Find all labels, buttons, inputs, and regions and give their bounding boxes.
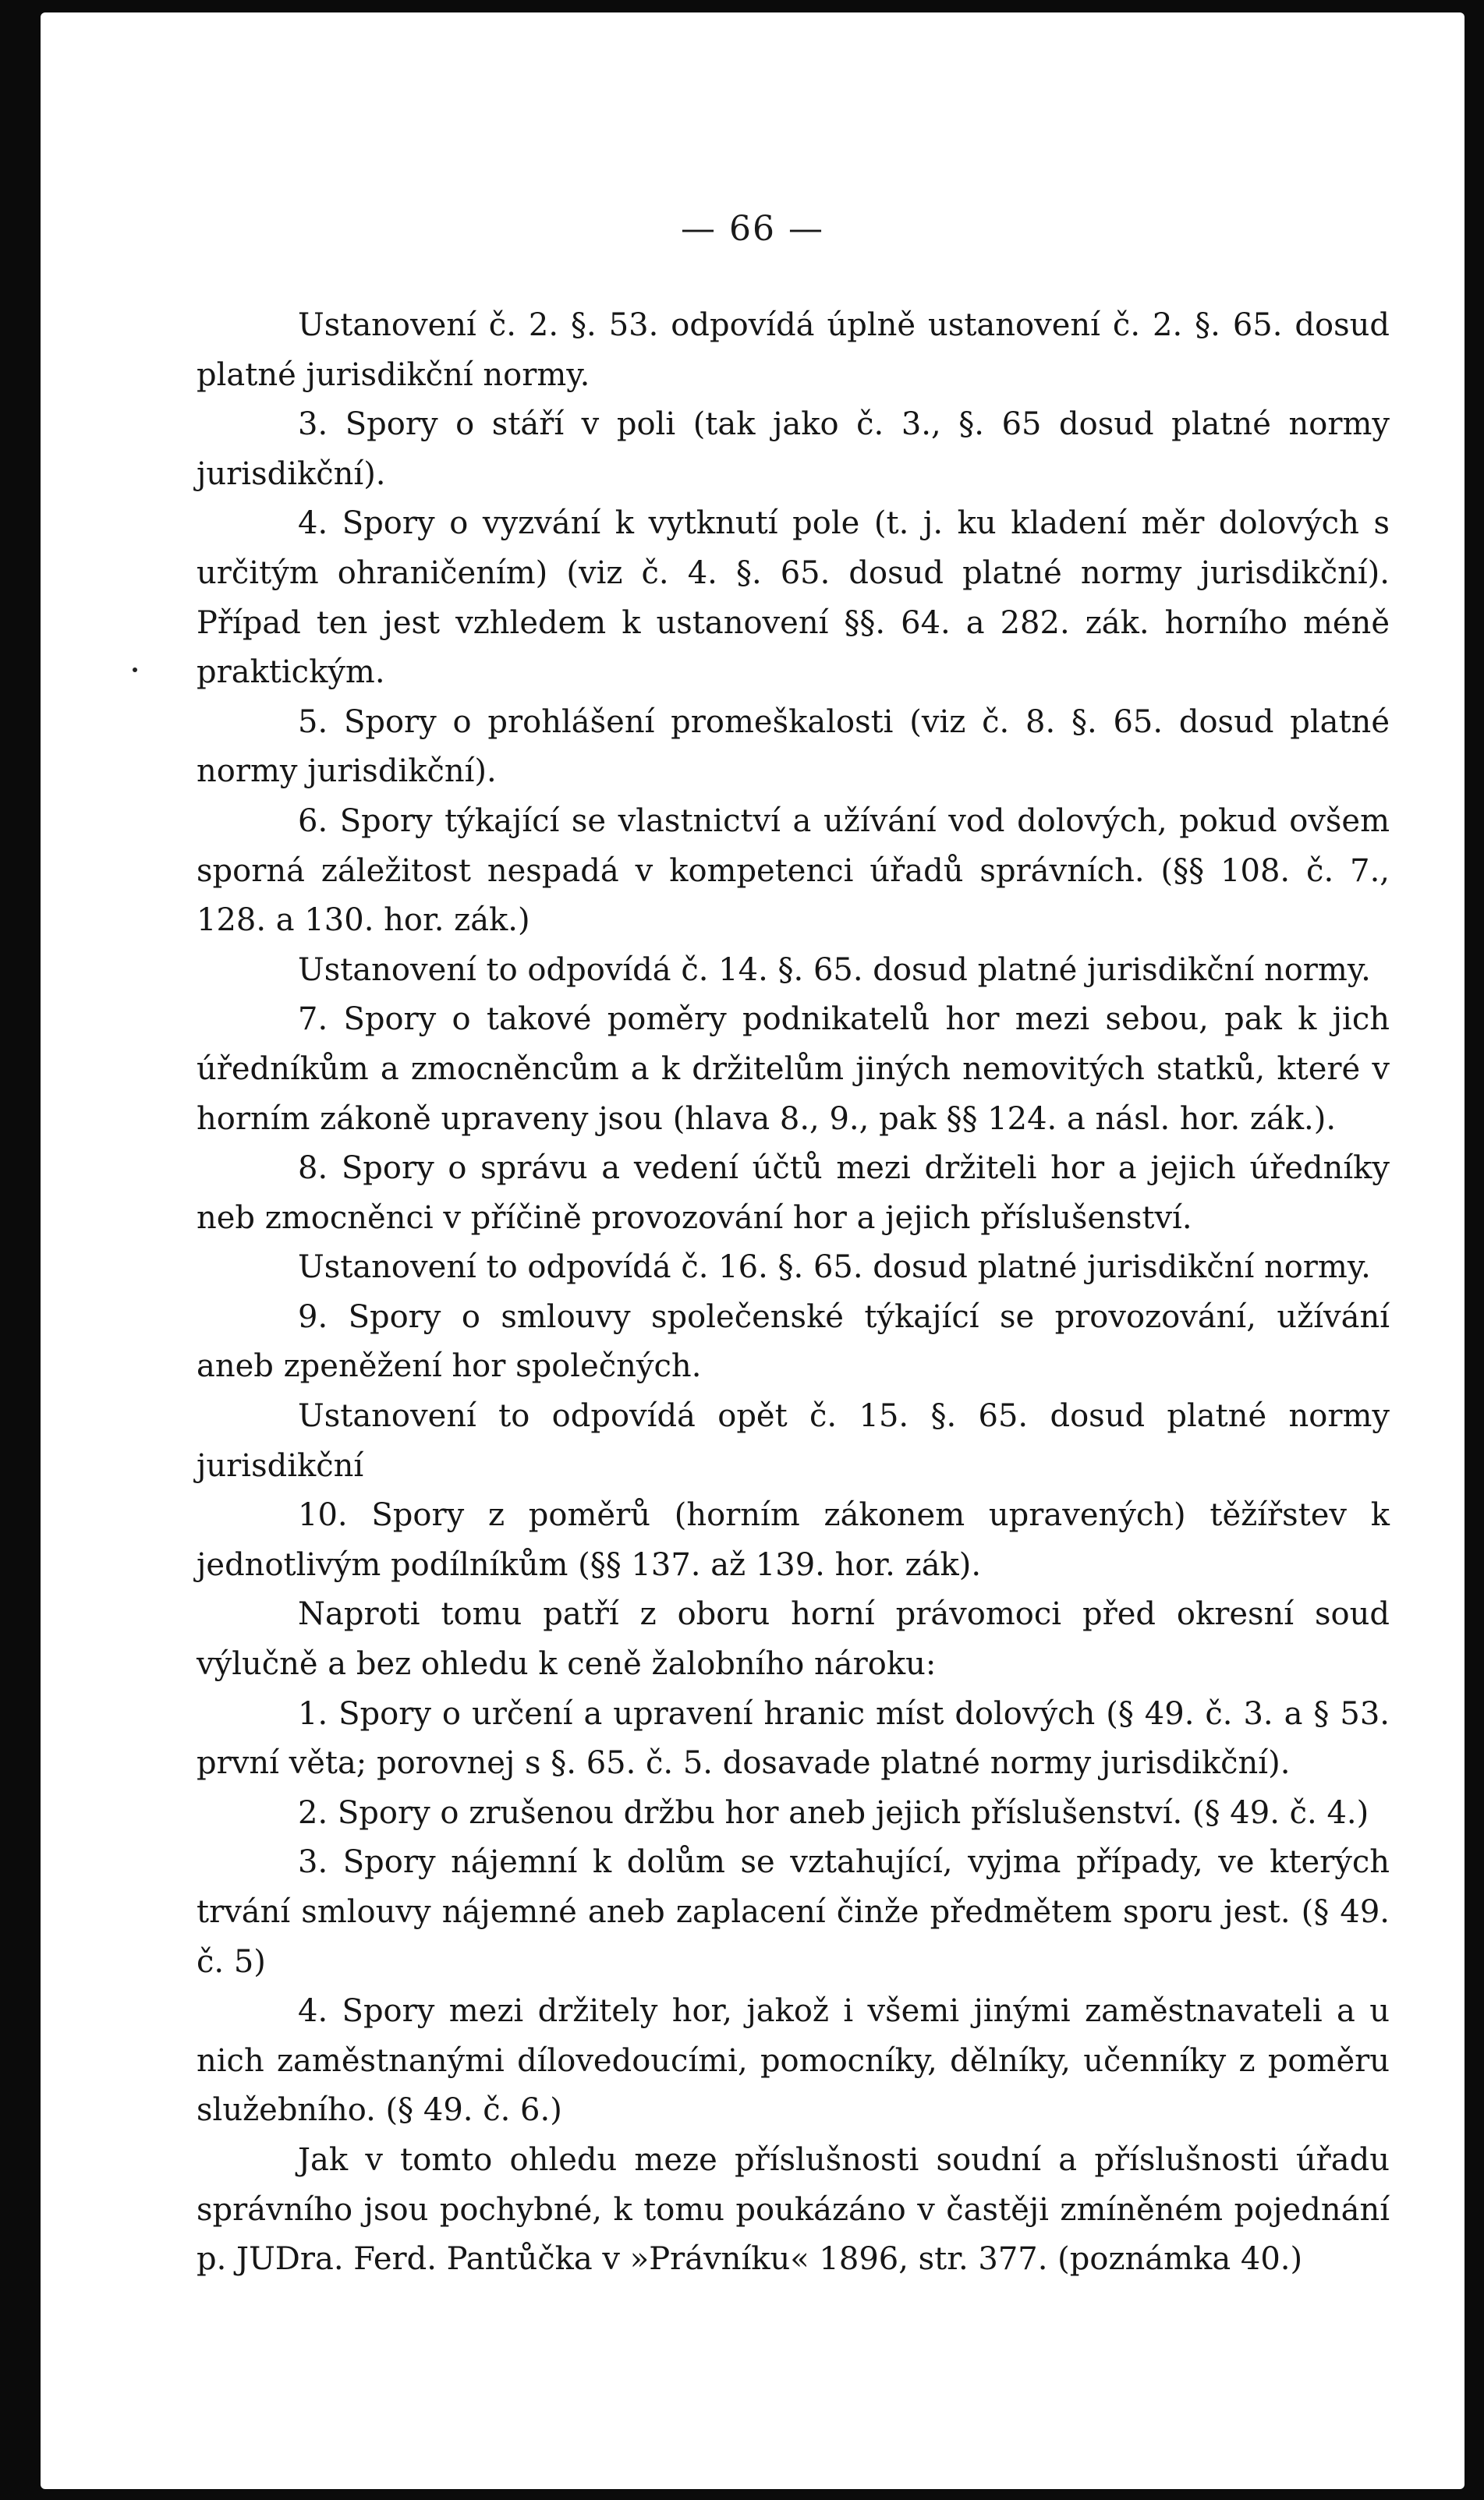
paragraph-7: 7. Spory o takové poměry podnikatelů hor mezi sebou, pak k jich úředníkům a zmocněncům a k držitelům jiných nemovitých statků, které v horním zákoně upraveny jsou (hlava 8., 9., pak §§ 124. a násl. hor. zák.). xyxy=(197,1001,1390,1137)
paragraph-11: Ustanovení to odpovídá opět č. 15. §. 65. dosud platné normy jurisdikční xyxy=(197,1398,1390,1484)
body-text xyxy=(197,301,1390,2285)
book-page xyxy=(41,12,1465,2489)
paragraph-14: 1. Spory o určení a upravení hranic míst dolových (§ 49. č. 3. a § 53. první věta; porovnej s §. 65. č. 5. dosavade platné normy jurisdikční). xyxy=(197,1695,1390,1782)
paragraph-8: 8. Spory o správu a vedení účtů mezi držiteli hor a jejich úředníky neb zmocněnci v příčině provozování hor a jejich příslušenství. xyxy=(197,1150,1390,1236)
paragraph-6: Ustanovení to odpovídá č. 14. §. 65. dosud platné jurisdikční normy. xyxy=(298,951,1371,988)
paragraph-2: 3. Spory o stáří v poli (tak jako č. 3., §. 65 dosud platné normy jurisdikční). xyxy=(197,406,1390,492)
paragraph-5: 6. Spory týkající se vlastnictví a užívání vod dolových, pokud ovšem sporná záležitost nespadá v kompetenci úřadů správních. (§§ 108. č. 7., 128. a 130. hor. zák.) xyxy=(197,802,1390,939)
paragraph-18: Jak v tomto ohledu meze příslušnosti soudní a příslušnosti úřadu správního jsou pochybné, k tomu poukázáno v častěji zmíněném pojednání p. JUDra. Ferd. Pantůčka v »Právníku« 1896, str. 377. (poznámka 40.) xyxy=(197,2141,1390,2278)
paragraph-17: 4. Spory mezi držitely hor, jakož i všemi jinými zaměstnavateli a u nich zaměstnanými dílovedoucími, pomocníky, dělníky, učenníky z poměru služebního. (§ 49. č. 6.) xyxy=(197,1993,1390,2129)
paragraph-15: 2. Spory o zrušenou držbu hor aneb jejich příslušenství. (§ 49. č. 4.) xyxy=(298,1794,1369,1831)
paragraph-4: 5. Spory o prohlášení promeškalosti (viz č. 8. §. 65. dosud platné normy jurisdikční). xyxy=(197,703,1390,790)
paragraph-16: 3. Spory nájemní k dolům se vztahující, vyjma případy, ve kterých trvání smlouvy nájemné aneb zaplacení činže předmětem sporu jest. (§ 49. č. 5) xyxy=(197,1844,1390,1980)
paragraph-13: Naproti tomu patří z oboru horní právomoci před okresní soud výlučně a bez ohledu k ceně žalobního nároku: xyxy=(197,1596,1390,1683)
paragraph-9: Ustanovení to odpovídá č. 16. §. 65. dosud platné jurisdikční normy. xyxy=(298,1249,1371,1286)
scan-speck xyxy=(133,667,137,672)
paragraph-1: Ustanovení č. 2. §. 53. odpovídá úplně ustanovení č. 2. §. 65. dosud platné jurisdikční normy. xyxy=(197,307,1390,393)
paragraph-3: 4. Spory o vyzvání k vytknutí pole (t. j. ku kladení měr dolových s určitým ohraničením) (viz č. 4. §. 65. dosud platné normy jurisdikční). Případ ten jest vzhledem k ustanovení §§. 64. a 282. zák. horního méně praktickým. xyxy=(197,505,1390,691)
page-number: — 66 — xyxy=(681,209,824,249)
paragraph-10: 9. Spory o smlouvy společenské týkající se provozování, užívání aneb zpeněžení hor společných. xyxy=(197,1298,1390,1385)
paragraph-12: 10. Spory z poměrů (horním zákonem upravených) těžířstev k jednotlivým podílníkům (§§ 137. až 139. hor. zák). xyxy=(197,1497,1390,1583)
